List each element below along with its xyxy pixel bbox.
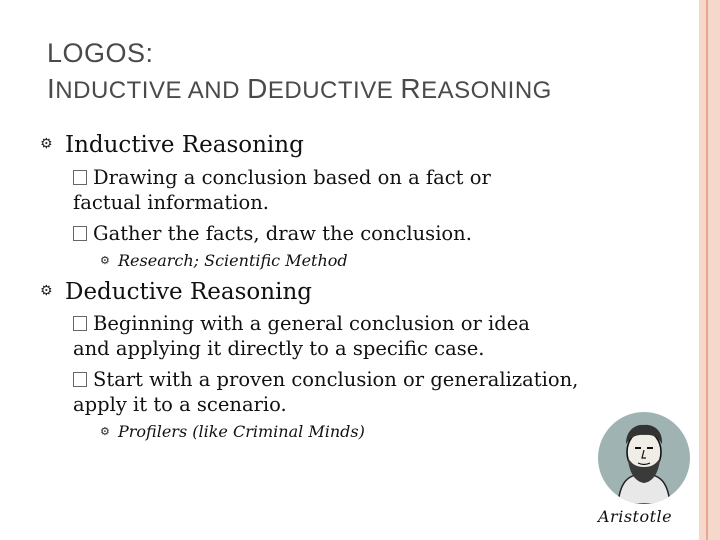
bust-drawing [598, 412, 690, 504]
slide-title [47, 37, 552, 105]
gear-icon: ⚙ [100, 254, 110, 267]
bullet-point [73, 367, 633, 417]
title-line-2 [47, 75, 552, 105]
bullet-text: Drawing a conclusion based on a fact or factual information. [73, 166, 491, 214]
aristotle-portrait [598, 412, 690, 504]
box-icon [73, 226, 87, 241]
box-icon [73, 372, 87, 387]
right-frame [699, 0, 720, 540]
example-text: Research; Scientific Method [118, 251, 348, 270]
frame-accent-line [706, 0, 708, 540]
gear-icon: ⚙ [40, 136, 53, 152]
gear-icon: ⚙ [40, 283, 53, 299]
section-heading: Deductive Reasoning [65, 279, 312, 305]
box-icon [73, 316, 87, 331]
title-word: EDUCTIVE [267, 77, 401, 104]
title-initial: I [47, 73, 56, 104]
title-line-1: LOGOS: [47, 38, 154, 68]
aristotle-signature: Aristotle [598, 507, 673, 526]
title-initial: D [247, 73, 268, 104]
bullet-text: Start with a proven conclusion or generalization, apply it to a scenario. [73, 368, 579, 416]
section-heading: Inductive Reasoning [65, 132, 304, 158]
box-icon [73, 170, 87, 185]
title-word: EASONING [421, 77, 552, 104]
example-text: Profilers (like Criminal Minds) [118, 422, 365, 441]
gear-icon: ⚙ [100, 425, 110, 438]
bullet-point [73, 311, 553, 361]
bullet-point [73, 165, 543, 215]
title-initial: R [400, 73, 422, 104]
bullet-text: Gather the facts, draw the conclusion. [93, 222, 472, 245]
title-word: NDUCTIVE AND [55, 77, 248, 104]
bullet-point [73, 221, 633, 246]
bullet-text: Beginning with a general conclusion or idea and applying it directly to a specific case. [73, 312, 530, 360]
